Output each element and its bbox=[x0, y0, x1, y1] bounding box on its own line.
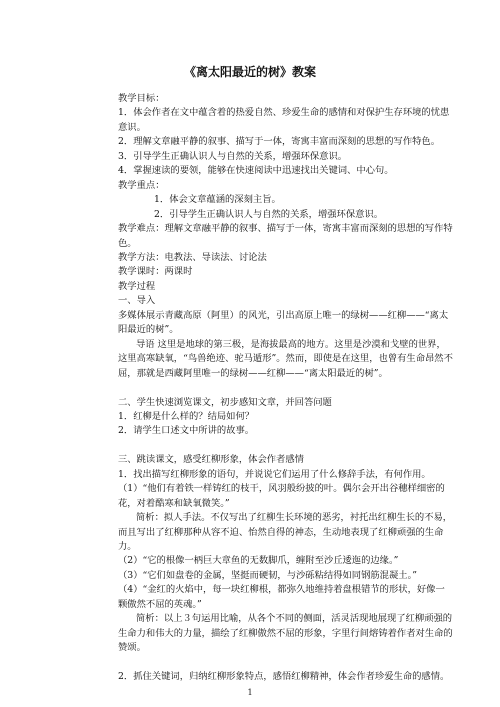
question-item: 2．请学生口述文中所讲的故事。 bbox=[118, 425, 255, 437]
methods-line: 教学方法：电教法、导读法、讨论法 bbox=[118, 251, 267, 263]
document-body bbox=[118, 92, 454, 685]
quote-item: （1）“他们有着铁一样铸红的枝干，风羽般纷披的叶。偶尔会开出谷穗样细密的花，对着酷寒和缺氧微笑。” bbox=[118, 483, 445, 509]
intro-guide-paragraph: 导语 这里是地球的第三极，是海拔最高的地方。这里是沙漠和戈壁的世界，这里高寒缺氧，“鸟兽绝迹、驼马遁形”。然而，即使是在这里，也曾有生命昂然不屈，那就是西藏阿里唯一的绿树——红柳——“离太阳最近的树”。 bbox=[118, 338, 453, 379]
section-heading-process: 教学过程 bbox=[118, 280, 156, 292]
key-point-item: 1．体会文章蕴涵的深刻主旨。 bbox=[154, 194, 281, 206]
part-heading-scan: 三、跳读课文，感受红柳形象，体会作者感情 bbox=[118, 454, 304, 466]
quote-item: （4）“金红的火焰中，每一块红柳根，都弥久地维持着盘根错节的形状，好像一颗傲然不屈的英魂。” bbox=[118, 584, 445, 610]
analysis-paragraph: 简析：拟人手法。不仅写出了红柳生长环境的恶劣，衬托出红柳生长的不易，而且写出了红柳那种从容不迫、怡然自得的神态，生动地表现了红柳顽强的生命力。 bbox=[118, 512, 453, 553]
objective-item: 3．引导学生正确认识人与自然的关系，增强环保意识。 bbox=[118, 150, 348, 162]
difficulty-paragraph: 教学难点：理解文章融平静的叙事、描写于一体，寄寓丰富而深刻的思想的写作特色。 bbox=[118, 223, 453, 249]
class-hours-line: 教学课时：两课时 bbox=[118, 266, 193, 278]
part-heading-skim: 二、学生快速浏览课文，初步感知文章，并回答问题 bbox=[118, 396, 332, 408]
objective-item: 2．理解文章融平静的叙事、描写于一体，寄寓丰富而深刻的思想的写作特色。 bbox=[118, 136, 441, 148]
quote-item: （2）“它的根像一柄巨大章鱼的无数脚爪，缠附至沙丘逶迤的边缘。” bbox=[118, 555, 399, 567]
page-number: 1 bbox=[247, 688, 253, 697]
part-heading-intro: 一、导入 bbox=[118, 295, 156, 307]
objective-item: 1．体会作者在文中蕴含着的热爱自然、珍爱生命的感情和对保护生存环境的忧患意识。 bbox=[118, 107, 450, 133]
section-heading-objectives: 教学目标： bbox=[118, 93, 165, 104]
key-point-item: 2．引导学生正确认识人与自然的关系，增强环保意识。 bbox=[154, 208, 384, 220]
spacer bbox=[118, 381, 454, 395]
spacer bbox=[118, 656, 454, 670]
analysis-paragraph: 简析：以上３句运用比喻，从各个不同的侧面，活灵活现地展现了红柳顽强的生命力和伟大的力量，描绘了红柳傲然不屈的形象，字里行间熔铸着作者对生命的赞颂。 bbox=[118, 613, 453, 654]
task-item: 2．抓住关键词，归纳红柳形象特点，感悟红柳精神，体会作者珍爱生命的感情。 bbox=[118, 671, 450, 683]
intro-paragraph: 多媒体展示青藏高原（阿里）的风光，引出高原上唯一的绿树——红柳——“离太阳最近的树”。 bbox=[118, 309, 449, 336]
question-item: 1．红柳是什么样的？结局如何？ bbox=[118, 410, 255, 422]
objective-item: 4．掌握速读的要领，能够在快速阅读中迅速找出关键词、中心句。 bbox=[118, 165, 394, 177]
document-title: 《离太阳最近的树》教案 bbox=[183, 65, 316, 79]
task-item: 1．找出描写红柳形象的语句，并说说它们运用了什么修辞手法，有何作用。 bbox=[118, 468, 431, 480]
spacer bbox=[118, 439, 454, 453]
quote-item: （3）“它们如盘卷的金属，坚挺而硬韧，与沙砾粘结得如同钢筋混凝土。” bbox=[118, 569, 417, 581]
section-heading-key-points: 教学重点： bbox=[118, 179, 165, 191]
